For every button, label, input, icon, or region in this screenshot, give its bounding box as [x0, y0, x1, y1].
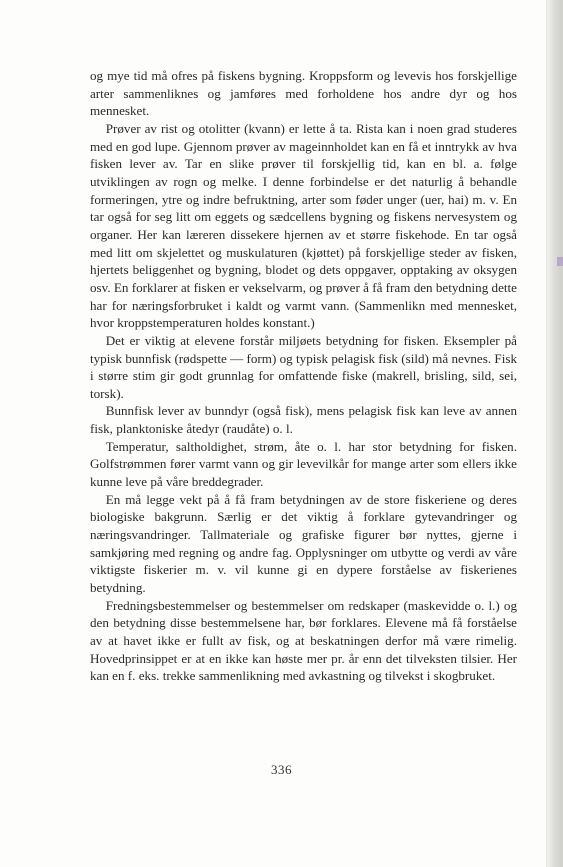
page-edge [547, 0, 563, 867]
paragraph: Prøver av rist og otolitter (kvann) er lette å ta. Rista kan i noen grad studeres med en god lupe. Gjennom prøver av mageinnholdet kan en få et inntrykk av hva fisken lever av. Tar en slike prøver til forskjellig tid, kan en bl. a. følge utviklingen av rogn og melke. I denne forbindelse er det naturlig å behandle formeringen, ytre og indre befruktning, arter som føder unger (uer, hai) m. v. En tar også for seg litt om eggets og sædcellens bygning og fiskens nervesystem og organer. Her kan læreren dissekere hjernen av et større fiskehode. En tar også med litt om skjelettet og muskulaturen (kjøttet) på forskjellige steder av fisken, hjertets beliggenhet og bygning, blodet og dets oppgaver, opptaking av oksygen osv. En forklarer at fisken er vekselvarm, og prøver å få fram den betydning dette har for næringsforbruket i kaldt og varmt vann. (Sammenlikn med mennesket, hvor kroppstemperaturen holdes konstant.) [90, 120, 517, 331]
paragraph: Det er viktig at elevene forstår miljøets betydning for fisken. Eksempler på typisk bunnfisk (rødspette — form) og typisk pelagisk fisk (sild) må nevnes. Fisk i større stim gir godt grunnlag for omfattende fiske (makrell, brisling, sild, sei, torsk). [90, 332, 517, 401]
paragraph: Fredningsbestemmelser og bestemmelser om redskaper (maskevidde o. l.) og den betydning disse bestemmelsene har, bør forklares. Elevene må få forståelse av at havet ikke er fullt av fisk, og at beskatningen derfor må være rimelig. Hovedprinsippet er at en ikke kan høste mer pr. år enn det tilveksten tilsier. Her kan en f. eks. trekke sammenlikning med avkastning og tilvekst i skogbruket. [90, 597, 517, 684]
margin-tab-mark [557, 257, 563, 266]
paragraph: Temperatur, saltholdighet, strøm, åte o. l. har stor betydning for fisken. Golfstrømmen fører varmt vann og gir levevilkår for mange arter som ellers ikke kunne leve på våre breddegrader. [90, 438, 517, 490]
page-number: 336 [271, 762, 292, 777]
paragraph: Bunnfisk lever av bunndyr (også fisk), mens pelagisk fisk kan leve av annen fisk, planktoniske åtedyr (raudåte) o. l. [90, 403, 517, 437]
body-text [90, 67, 517, 685]
paragraph: og mye tid må ofres på fiskens bygning. Kroppsform og levevis hos forskjellige arter sammenliknes og jamføres med forholdene hos andre dyr og hos mennesket. [90, 68, 517, 119]
paragraph: En må legge vekt på å få fram betydningen av de store fiskeriene og deres biologiske bakgrunn. Særlig er det viktig å forklare gytevandringer og næringsvandringer. Tallmateriale og grafiske figurer bør nyttes, gjerne i samkjøring med regning og andre fag. Opplysninger om utbytte og verdi av våre viktigste fiskerier m. v. vil kunne gi en dypere forståelse av fiskerienes betydning. [90, 491, 517, 596]
